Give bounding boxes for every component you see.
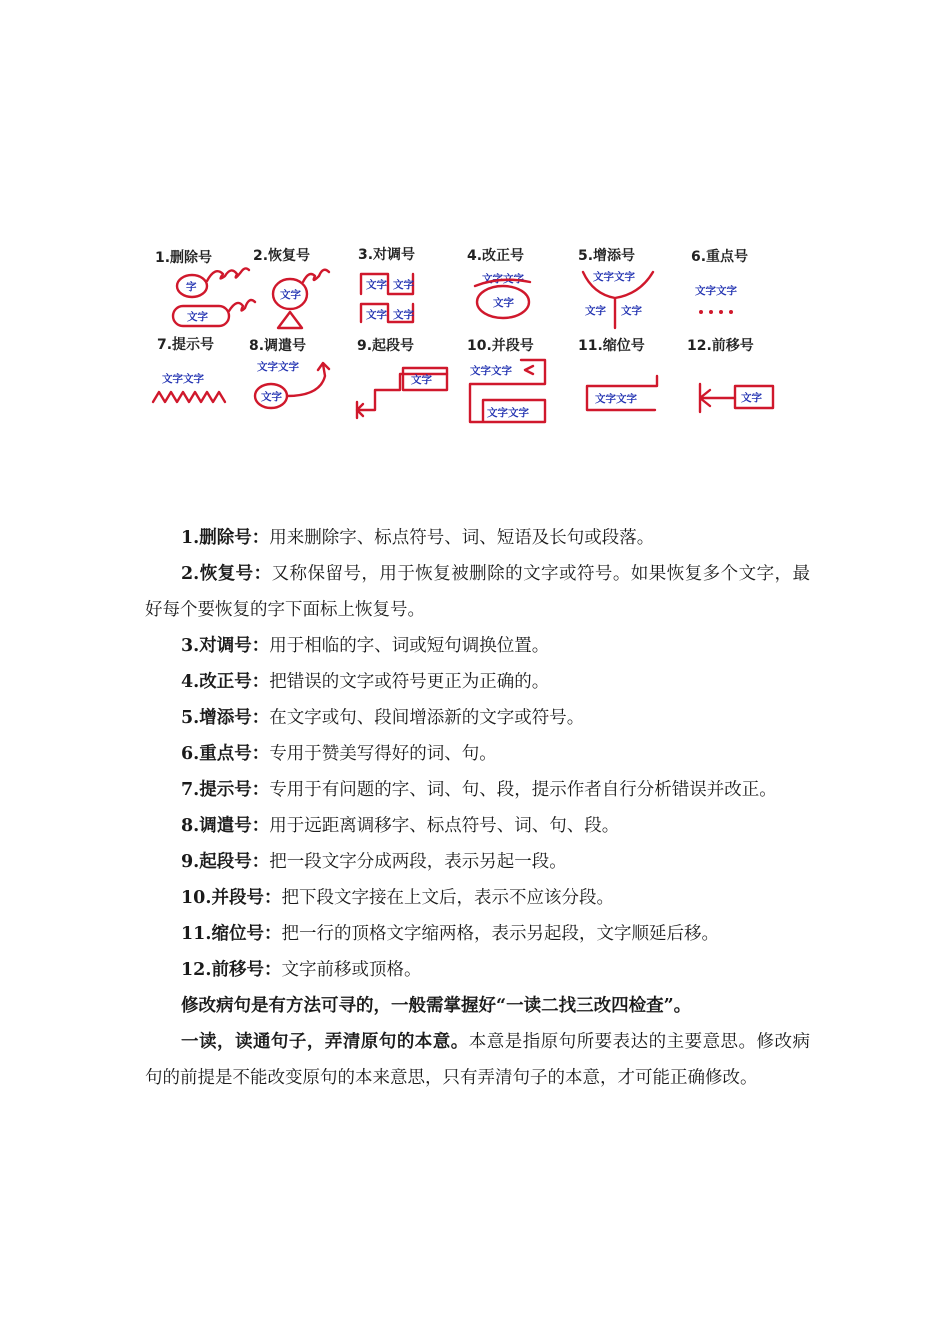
term-outdent-mark: 12.前移号 [181, 960, 264, 980]
indent-mark-wordpair: 文字文字 [595, 393, 637, 405]
paragraph-emphasis-mark [145, 736, 810, 772]
label-new-paragraph-mark: 9.起段号 [357, 338, 415, 354]
method-heading: 修改病句是有方法可寻的，一般需掌握好“一读二找三改四检查”。 [181, 996, 692, 1016]
merge-paragraph-mark-wordpair-2: 文字文字 [487, 407, 529, 419]
delete-mark-char: 字 [186, 281, 197, 293]
desc-move-mark: 用于远距离调移字、标点符号、词、句、段。 [269, 816, 620, 836]
label-indent-mark: 11.缩位号 [578, 338, 645, 354]
label-delete-mark: 1.删除号 [155, 250, 213, 266]
term-move-mark: 8.调遣号 [181, 816, 252, 836]
desc-hint-mark: 专用于有问题的字、词、句、段，提示作者自行分析错误并改正。 [269, 780, 777, 800]
desc-emphasis-mark: 专用于赞美写得好的词、句。 [269, 744, 497, 764]
paragraph-hint-mark [145, 772, 810, 808]
term-separator: ： [251, 528, 270, 548]
restore-mark-symbol [273, 270, 329, 328]
outdent-mark-symbol [700, 384, 773, 412]
correct-mark-word: 文字 [493, 297, 514, 309]
term-separator: ： [251, 816, 270, 836]
restore-mark-word: 文字 [280, 289, 301, 301]
desc-new-paragraph-mark: 把一段文字分成两段，表示另起一段。 [269, 852, 567, 872]
insert-mark-wordpair: 文字文字 [593, 271, 635, 283]
proofreading-symbols-figure [145, 236, 785, 434]
swap-mark-word-2: 文字 [393, 279, 414, 291]
term-new-paragraph-mark: 9.起段号 [181, 852, 252, 872]
delete-mark-word: 文字 [187, 311, 208, 323]
paragraph-outdent-mark [145, 952, 810, 988]
term-separator: ： [263, 888, 282, 908]
desc-swap-mark: 用于相临的字、词或短句调换位置。 [269, 636, 550, 656]
move-mark-word: 文字 [261, 391, 282, 403]
new-paragraph-mark-word: 文字 [411, 374, 432, 386]
desc-delete-mark: 用来删除字、标点符号、词、短语及长句或段落。 [269, 528, 655, 548]
paragraph-new-paragraph-mark [145, 844, 810, 880]
term-separator: ： [251, 780, 270, 800]
term-merge-paragraph-mark: 10.并段号 [181, 888, 264, 908]
desc-restore-mark: 又称保留号，用于恢复被删除的文字或符号。如果恢复多个文字，最好每个要恢复的字下面标上恢复号。 [145, 564, 810, 620]
label-restore-mark: 2.恢复号 [253, 248, 311, 264]
term-separator: ： [251, 852, 270, 872]
paragraph-step-one [145, 1024, 810, 1096]
label-emphasis-mark: 6.重点号 [691, 249, 749, 265]
term-emphasis-mark: 6.重点号 [181, 744, 252, 764]
term-swap-mark: 3.对调号 [181, 636, 252, 656]
hint-mark-wordpair: 文字文字 [162, 373, 204, 385]
term-indent-mark: 11.缩位号 [181, 924, 264, 944]
label-hint-mark: 7.提示号 [157, 337, 215, 353]
document-body [145, 520, 810, 1096]
term-separator: ： [251, 672, 270, 692]
desc-indent-mark: 把一行的顶格文字缩两格，表示另起段，文字顺延后移。 [281, 924, 719, 944]
label-merge-paragraph-mark: 10.并段号 [467, 338, 534, 354]
term-delete-mark: 1.删除号 [181, 528, 252, 548]
paragraph-insert-mark [145, 700, 810, 736]
term-separator: ： [251, 744, 270, 764]
swap-mark-word-4: 文字 [393, 309, 414, 321]
desc-outdent-mark: 文字前移或顶格。 [281, 960, 422, 980]
label-outdent-mark: 12.前移号 [687, 338, 754, 354]
paragraph-move-mark [145, 808, 810, 844]
label-insert-mark: 5.增添号 [578, 248, 636, 264]
delete-mark-symbol [173, 268, 255, 326]
correct-mark-wordpair: 文字文字 [482, 273, 524, 285]
move-mark-wordpair: 文字文字 [257, 361, 299, 373]
outdent-mark-word: 文字 [741, 392, 762, 404]
swap-mark-word-1: 文字 [366, 279, 387, 291]
paragraph-restore-mark [145, 556, 810, 628]
term-separator: ： [263, 960, 282, 980]
merge-paragraph-mark-wordpair-1: 文字文字 [470, 365, 512, 377]
desc-correct-mark: 把错误的文字或符号更正为正确的。 [269, 672, 550, 692]
emphasis-mark-wordpair: 文字文字 [695, 285, 737, 297]
insert-mark-word-right: 文字 [621, 305, 642, 317]
term-restore-mark: 2.恢复号 [181, 564, 254, 584]
emphasis-mark-symbol [695, 284, 737, 314]
merge-paragraph-mark-symbol [470, 360, 545, 422]
term-insert-mark: 5.增添号 [181, 708, 252, 728]
hint-mark-symbol [153, 372, 225, 402]
term-separator: ： [251, 636, 270, 656]
new-paragraph-mark-symbol [357, 368, 447, 418]
desc-insert-mark: 在文字或句、段间增添新的文字或符号。 [269, 708, 585, 728]
swap-mark-symbol [361, 274, 414, 322]
term-correct-mark: 4.改正号 [181, 672, 252, 692]
move-mark-symbol [255, 360, 329, 408]
desc-merge-paragraph-mark: 把下段文字接在上文后，表示不应该分段。 [281, 888, 614, 908]
term-separator: ： [253, 564, 272, 584]
paragraph-swap-mark [145, 628, 810, 664]
swap-mark-word-3: 文字 [366, 309, 387, 321]
step-one-term: 一读，读通句子，弄清原句的本意。 [181, 1032, 469, 1052]
term-separator: ： [263, 924, 282, 944]
correct-mark-symbol [475, 272, 530, 318]
label-correct-mark: 4.改正号 [467, 248, 525, 264]
term-separator: ： [251, 708, 270, 728]
insert-mark-symbol [583, 270, 653, 328]
paragraph-merge-paragraph-mark [145, 880, 810, 916]
paragraph-delete-mark [145, 520, 810, 556]
term-hint-mark: 7.提示号 [181, 780, 252, 800]
label-swap-mark: 3.对调号 [358, 247, 416, 263]
paragraph-indent-mark [145, 916, 810, 952]
paragraph-correct-mark [145, 664, 810, 700]
step-one-desc: 本意是指原句所要表达的主要意思。修改病句的前提是不能改变原句的本来意思，只有弄清句子的本意，才可能正确修改。 [145, 1032, 810, 1088]
insert-mark-word-left: 文字 [585, 305, 606, 317]
label-move-mark: 8.调遣号 [249, 338, 307, 354]
indent-mark-symbol [587, 376, 657, 410]
